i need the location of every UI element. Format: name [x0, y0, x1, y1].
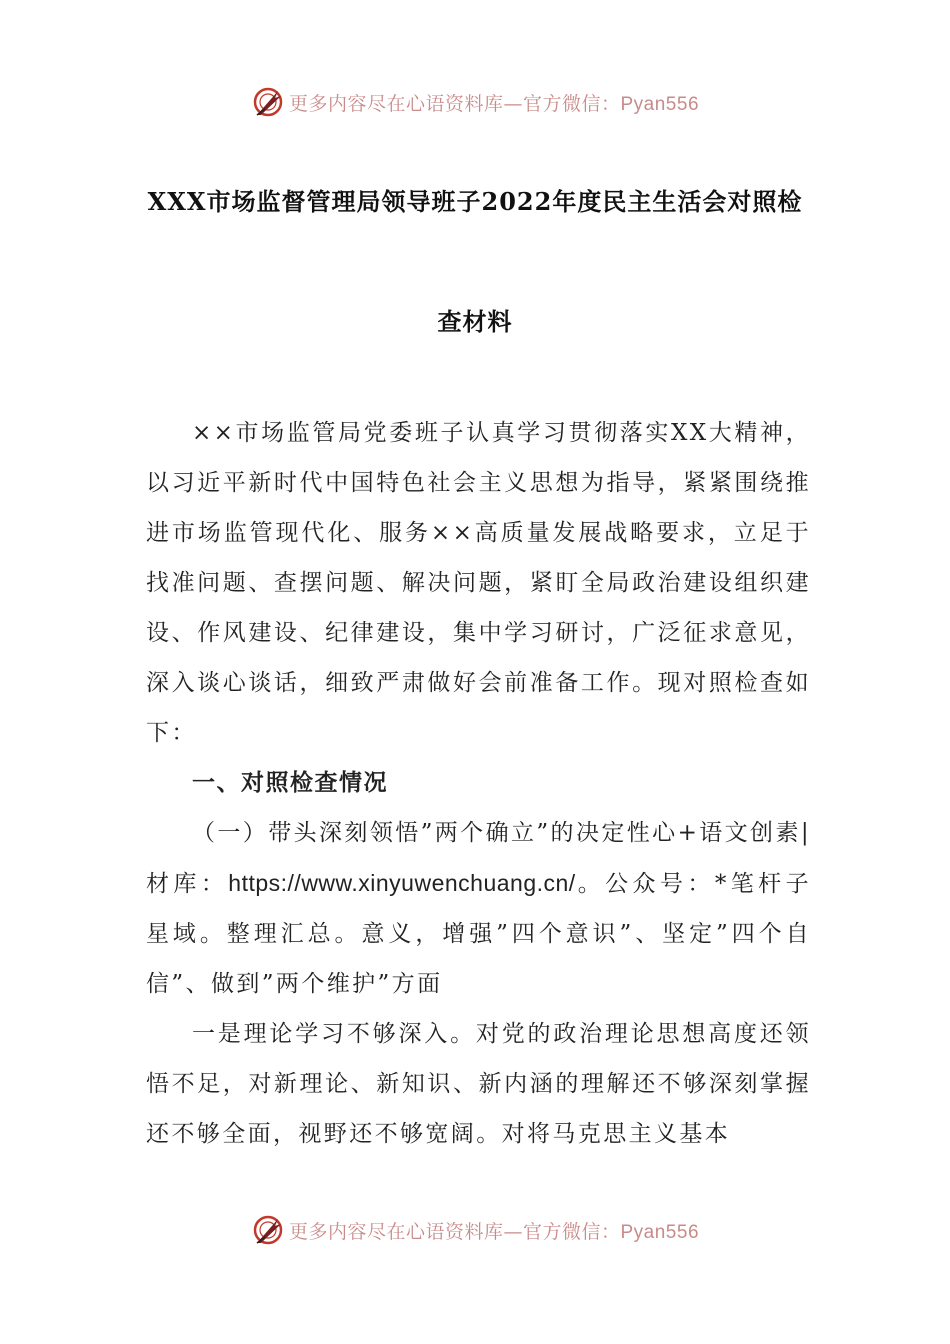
- source-url-text: https://www.xinyuwenchuang.cn/: [228, 870, 576, 896]
- intro-paragraph: ××市场监管局党委班子认真学习贯彻落实XX大精神，以习近平新时代中国特色社会主义思想为指导，紧紧围绕推进市场监管现代化、服务××高质量发展战略要求，立足于找准问题、查摆问题、解决问题，紧盯全局政治建设组织建设、作风建设、纪律建设，集中学习研讨，广泛征求意见，深入谈心谈话，细致严肃做好会前准备工作。现对照检查如下：: [146, 420, 811, 746]
- quill-logo-icon: [251, 1213, 285, 1247]
- watermark-account: Pyan556: [620, 93, 700, 115]
- watermark-account: Pyan556: [620, 1221, 700, 1243]
- point-paragraph: 一是理论学习不够深入。对党的政治理论思想高度还领悟不足，对新理论、新知识、新内涵的理解还不够深刻掌握还不够全面，视野还不够宽阔。对将马克思主义基本: [146, 1021, 811, 1147]
- document-body: [146, 408, 811, 1159]
- document-title-line2: 查材料: [437, 307, 513, 336]
- subsection-paragraph: （一）带头深刻领悟”两个确立”的决定性心+语文创素|材库：https://www.xinyuwenchuang.cn/。公众号：*笔杆子星域。整理汇总。意义，增强”四个意识”、坚定”四个自信”、做到”两个维护”方面: [146, 820, 811, 997]
- watermark-footer: [0, 1210, 950, 1250]
- section-heading: 一、对照检查情况: [192, 769, 388, 796]
- quill-logo-icon: [251, 85, 285, 119]
- document-title-line1: XXX市场监督管理局领导班子2022年度民主生活会对照检: [147, 187, 803, 216]
- watermark-text: 更多内容尽在心语资料库—官方微信：Pyan556: [288, 92, 700, 115]
- watermark-text: 更多内容尽在心语资料库—官方微信：Pyan556: [288, 1220, 700, 1243]
- watermark-header: [0, 82, 950, 122]
